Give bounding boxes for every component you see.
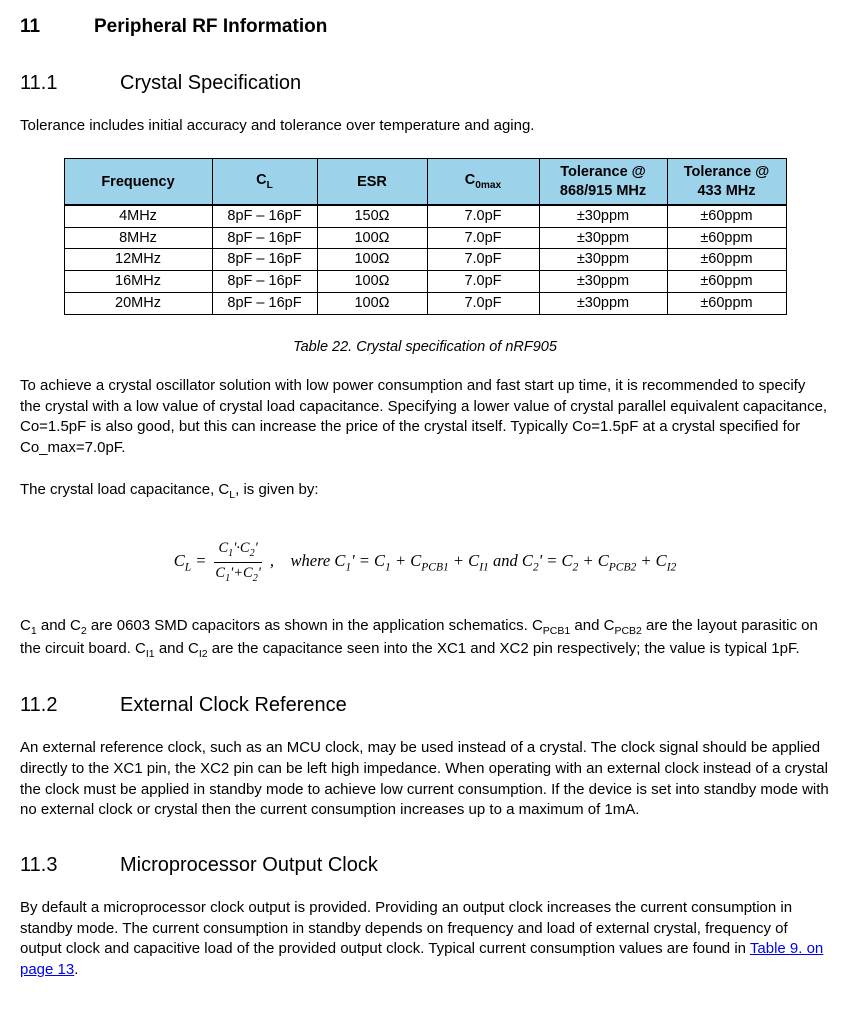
table-cell: 150Ω <box>317 205 427 227</box>
section-number-11-3: 11.3 <box>20 854 58 877</box>
paragraph-crystal-oscillator: To achieve a crystal oscillator solution with low power consumption and fast start up time, it is recommended to specify the crystal with a low value of crystal load capacitance. Specifying a lower value of crystal parallel equivalent capacitance, Co=1.5pF is also good, but this can increase the price of the crystal itself. Typically Co=1.5pF at a crystal specified for Co_max=7.0pF. <box>20 376 828 457</box>
table-cell: 12MHz <box>64 249 212 271</box>
table-row <box>64 205 786 227</box>
table-cell: ±60ppm <box>667 227 786 249</box>
column-header-esr: ESR <box>317 159 427 205</box>
column-header-cl: $C_L$ <box>212 159 317 205</box>
table-cell: 8MHz <box>64 227 212 249</box>
table-cell: ±30ppm <box>539 293 667 315</box>
chapter-heading <box>20 16 830 39</box>
table-row <box>64 227 786 249</box>
section-title-11-1: Crystal Specification <box>120 71 302 94</box>
table-cell: 16MHz <box>64 271 212 293</box>
table-body <box>64 205 786 315</box>
formula-fraction <box>211 540 264 584</box>
table-cell: 7.0pF <box>427 205 539 227</box>
column-header-tolerance-433: Tolerance @ 433 MHz <box>667 159 786 205</box>
section-heading-11-1 <box>20 71 830 95</box>
table-cell: ±60ppm <box>667 205 786 227</box>
crystal-spec-table <box>64 158 787 314</box>
table-header-row <box>64 159 786 205</box>
section-heading-11-2 <box>20 693 830 717</box>
column-header-c0max: $C_{0max}$ <box>427 159 539 205</box>
table-9-link[interactable]: Table 9. on page 13 <box>20 940 824 979</box>
column-header-frequency: Frequency <box>64 159 212 205</box>
section-title-11-2: External Clock Reference <box>120 694 347 717</box>
table-cell: 8pF – 16pF <box>212 227 317 249</box>
table-cell: ±30ppm <box>539 205 667 227</box>
section-number-11-1: 11.1 <box>20 71 58 94</box>
formula-rhs: , where $C_1' = C_1 + C_{PCB1} + C_{I1}$ and $C_2' = C_2 + C_{PCB2} + C_{I2}$ <box>269 551 677 574</box>
table-cell: ±30ppm <box>539 227 667 249</box>
chapter-title: Peripheral RF Information <box>94 16 328 37</box>
table-cell: 100Ω <box>317 293 427 315</box>
column-header-tolerance-868-915: Tolerance @ 868/915 MHz <box>539 159 667 205</box>
section-number-11-2: 11.2 <box>20 694 58 717</box>
table-cell: 7.0pF <box>427 227 539 249</box>
table-cell: 100Ω <box>317 271 427 293</box>
table-cell: 100Ω <box>317 227 427 249</box>
table-cell: ±30ppm <box>539 271 667 293</box>
table-cell: 8pF – 16pF <box>212 205 317 227</box>
table-cell: 20MHz <box>64 293 212 315</box>
paragraph-microprocessor-clock: By default a microprocessor clock output is provided. Providing an output clock increases the current consumption in standby mode. The current consumption in standby depends on frequency and load of external crystal, frequency of output clock and capacitive load of the provided output clock. Typical current consumption values are found in Table 9. on page 13. <box>20 899 824 979</box>
table-caption: Table 22. Crystal specification of nRF905 <box>293 338 557 355</box>
paragraph-external-clock: An external reference clock, such as an MCU clock, may be used instead of a crystal. The clock signal should be applied directly to the XC1 pin, the XC2 pin can be left high impedance. When operating with an external clock instead of a crystal the clock must be applied in standby mode to achieve low current consumption. If the device is set into standby mode with no external clock or crystal then the current consumption increases up to a maximum of 1mA. <box>20 739 829 819</box>
table-cell: 100Ω <box>317 249 427 271</box>
chapter-number: 11 <box>20 16 41 37</box>
table-cell: ±60ppm <box>667 293 786 315</box>
table-cell: ±60ppm <box>667 271 786 293</box>
formula-numerator: $C_1'\cdot C_2'$ <box>214 540 261 563</box>
paragraph-capacitor-description: $C_1$ and $C_2$ are 0603 SMD capacitors as shown in the application schematics. $C_{PCB1}$ and $C_{PCB2}$ are the layout parasitic on the circuit board. $C_{I1}$ and $C_{I2}$ are the capacitance seen into the XC1 and XC2 pin respectively; the value is typical 1pF. <box>20 617 818 660</box>
paragraph-load-capacitance-intro: The crystal load capacitance, $C_L$, is given by: <box>20 480 319 501</box>
formula-denominator: $C_1'+C_2'$ <box>215 564 261 584</box>
table-cell: 7.0pF <box>427 271 539 293</box>
paragraph-tolerance-intro: Tolerance includes initial accuracy and tolerance over temperature and aging. <box>20 116 535 134</box>
table-cell: ±60ppm <box>667 249 786 271</box>
formula-crystal-load-capacitance <box>20 540 830 584</box>
section-title-11-3: Microprocessor Output Clock <box>120 854 378 877</box>
table-cell: 8pF – 16pF <box>212 271 317 293</box>
table-cell: 8pF – 16pF <box>212 249 317 271</box>
table-cell: 7.0pF <box>427 249 539 271</box>
table-row <box>64 249 786 271</box>
table-row <box>64 293 786 315</box>
formula-lhs: $C_L$ = <box>173 551 207 574</box>
table-cell: 7.0pF <box>427 293 539 315</box>
table-cell: 4MHz <box>64 205 212 227</box>
section-heading-11-3 <box>20 853 830 877</box>
table-row <box>64 271 786 293</box>
table-cell: 8pF – 16pF <box>212 293 317 315</box>
table-cell: ±30ppm <box>539 249 667 271</box>
